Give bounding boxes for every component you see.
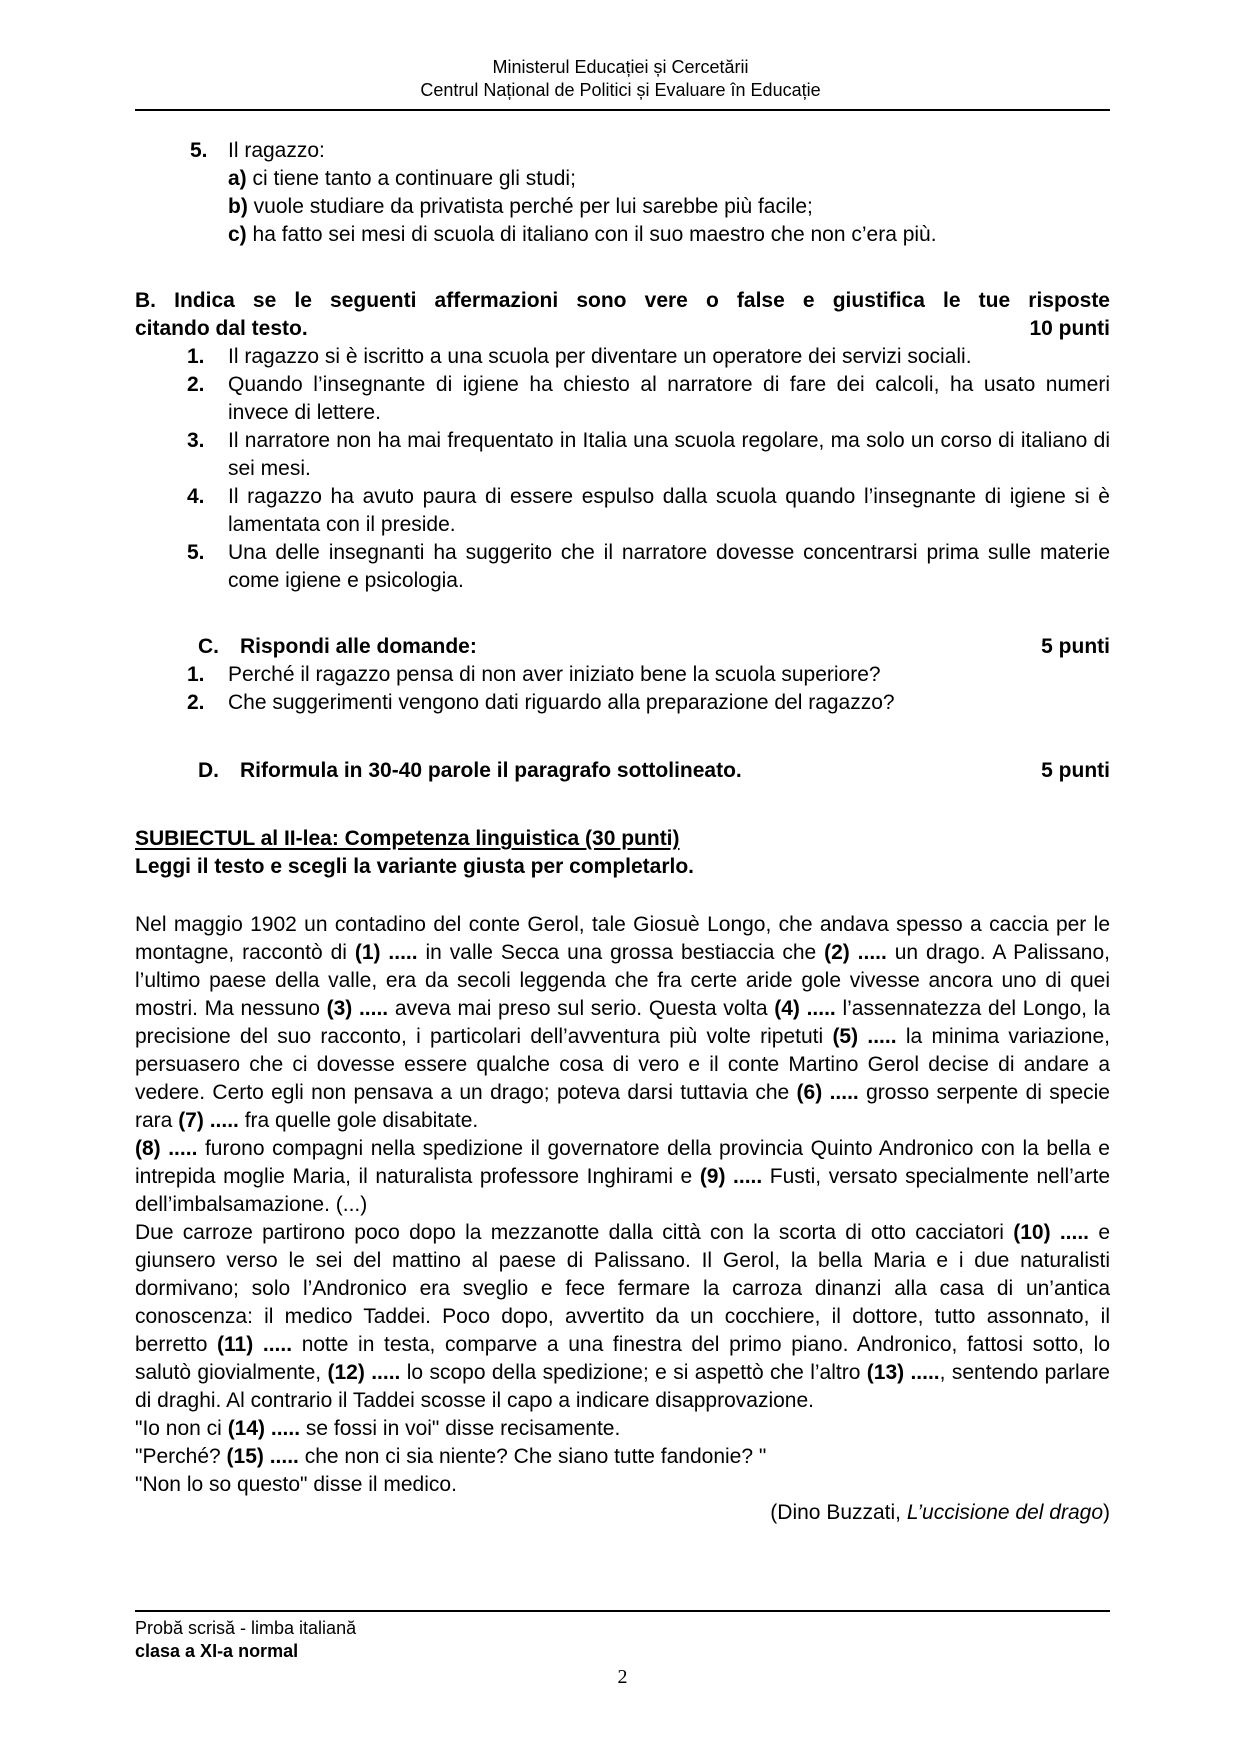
section-c-item-2: 2. Che suggerimenti vengono dati riguardo alla preparazione del ragazzo? bbox=[187, 691, 895, 714]
section-c-heading bbox=[135, 633, 1110, 661]
exercise-5-stem bbox=[135, 137, 1110, 165]
exercise-5-option-c: c) ha fatto sei mesi di scuola di italiano con il suo maestro che non c’era più. bbox=[228, 223, 937, 246]
section-b-title-line1: B. Indica se le seguenti affermazioni sono vere o false e giustifica le tue risposte bbox=[135, 289, 1110, 312]
section-c-points: 5 punti bbox=[1041, 635, 1110, 658]
subject-2-heading: SUBIECTUL al II-lea: Competenza linguistica (30 punti) bbox=[135, 827, 680, 850]
section-c bbox=[135, 633, 1110, 717]
section-b-item-5: 5. Una delle insegnanti ha suggerito che il narratore dovesse concentrarsi prima sulle materie come igiene e psicologia. bbox=[187, 541, 1110, 592]
section-d-title: Riformula in 30-40 parole il paragrafo sottolineato. bbox=[240, 759, 742, 782]
header-line-1: Ministerul Educației și Cercetării bbox=[492, 57, 749, 77]
subject-2 bbox=[135, 825, 1110, 881]
section-d-points: 5 punti bbox=[1041, 759, 1110, 782]
passage-paragraph-2: (8) ..... furono compagni nella spedizione il governatore della provincia Quinto Andronico con la bella e intrepida moglie Maria, il naturalista professore Inghirami e (9) ..... Fusti, versato specialmente nell’arte dell’imbalsamazione. (...) bbox=[135, 1137, 1110, 1216]
exercise-5-label: Il ragazzo: bbox=[228, 139, 325, 162]
reading-passage bbox=[135, 911, 1110, 1527]
header-line-2: Centrul Național de Politici și Evaluare în Educație bbox=[420, 80, 821, 100]
section-d bbox=[135, 757, 1110, 785]
dialogue-line-2: "Perché? (15) ..... che non ci sia niente? Che siano tutte fandonie? " bbox=[135, 1445, 767, 1468]
section-b-item-4: 4. Il ragazzo ha avuto paura di essere espulso dalla scuola quando l’insegnante di igiene si è lamentata con il preside. bbox=[187, 485, 1110, 536]
exercise-5-option-b: b) vuole studiare da privatista perché per lui sarebbe più facile; bbox=[228, 195, 813, 218]
section-b-points: 10 punti bbox=[1029, 317, 1110, 340]
exercise-5 bbox=[135, 137, 1110, 249]
footer-line-2: clasa a XI-a normal bbox=[135, 1641, 299, 1661]
section-c-item-1: 1. Perché il ragazzo pensa di non aver iniziato bene la scuola superiore? bbox=[187, 663, 881, 686]
section-b-item-3: 3. Il narratore non ha mai frequentato in Italia una scuola regolare, ma solo un corso di italiano di sei mesi. bbox=[187, 429, 1110, 480]
section-d-heading bbox=[135, 757, 1110, 785]
section-b-title-rest: citando dal testo. bbox=[135, 317, 308, 340]
header-rule bbox=[135, 109, 1110, 111]
footer-line-1: Probă scrisă - limba italiană bbox=[135, 1618, 357, 1638]
page-footer bbox=[135, 1610, 1110, 1689]
subject-2-instruction: Leggi il testo e scegli la variante giusta per completarlo. bbox=[135, 855, 695, 878]
section-d-letter: D. bbox=[198, 759, 219, 782]
subject-2-heading-row bbox=[135, 825, 1110, 853]
page-number: 2 bbox=[617, 1666, 628, 1688]
passage-paragraph-3: Due carroze partirono poco dopo la mezzanotte dalla città con la scorta di otto cacciatori (10) ..... e giunsero verso le sei del mattino al paese di Palissano. Il Gerol, la bella Maria e i due naturalisti dormivano; solo l’Andronico era sveglio e fece fermare la carroza dinanzi alla casa di un’antica conoscenza: il medico Taddei. Poco dopo, avvertito da un cocchiere, il dottore, tutto assonnato, il berretto (11) ..... notte in testa, comparve a una finestra del primo piano. Andronico, fattosi sotto, lo salutò giovialmente, (12) ..... lo scopo della spedizione; e si aspettò che l’altro (13) ....., sentendo parlare di draghi. Al contrario il Taddei scosse il capo a indicare disapprovazione. bbox=[135, 1221, 1110, 1412]
section-b bbox=[135, 287, 1110, 595]
exercise-5-number: 5. bbox=[190, 139, 208, 162]
dialogue-line-1: "Io non ci (14) ..... se fossi in voi" disse recisamente. bbox=[135, 1417, 621, 1440]
section-c-title: Rispondi alle domande: bbox=[240, 635, 477, 658]
section-c-letter: C. bbox=[198, 635, 219, 658]
ministry-header bbox=[0, 0, 1241, 102]
section-b-item-1: 1. Il ragazzo si è iscritto a una scuola per diventare un operatore dei servizi sociali. bbox=[187, 345, 972, 368]
page-content bbox=[135, 137, 1110, 1527]
exercise-5-option-a: a) ci tiene tanto a continuare gli studi; bbox=[228, 167, 576, 190]
section-b-item-2: 2. Quando l’insegnante di igiene ha chiesto al narratore di fare dei calcoli, ha usato numeri invece di lettere. bbox=[187, 373, 1110, 424]
section-b-title-line2 bbox=[135, 315, 1110, 343]
passage-attribution: (Dino Buzzati, L’uccisione del drago) bbox=[770, 1501, 1110, 1524]
passage-paragraph-1: Nel maggio 1902 un contadino del conte Gerol, tale Giosuè Longo, che andava spesso a caccia per le montagne, raccontò di (1) ..... in valle Secca una grossa bestiaccia che (2) ..... un drago. A Palissano, l’ultimo paese della valle, era da secoli leggenda che fra certe aride gole vivesse ancora uno di quei mostri. Ma nessuno (3) ..... aveva mai preso sul serio. Questa volta (4) ..... l’assennatezza del Longo, la precisione del suo racconto, i particolari dell’avventura più volte ripetuti (5) ..... la minima variazione, persuasero che ci dovesse essere qualche cosa di vero e il conte Martino Gerol decise di andare a vedere. Certo egli non pensava a un drago; poteva darsi tuttavia che (6) ..... grosso serpente di specie rara (7) ..... fra quelle gole disabitate. bbox=[135, 913, 1110, 1132]
dialogue-line-3: "Non lo so questo" disse il medico. bbox=[135, 1473, 457, 1496]
